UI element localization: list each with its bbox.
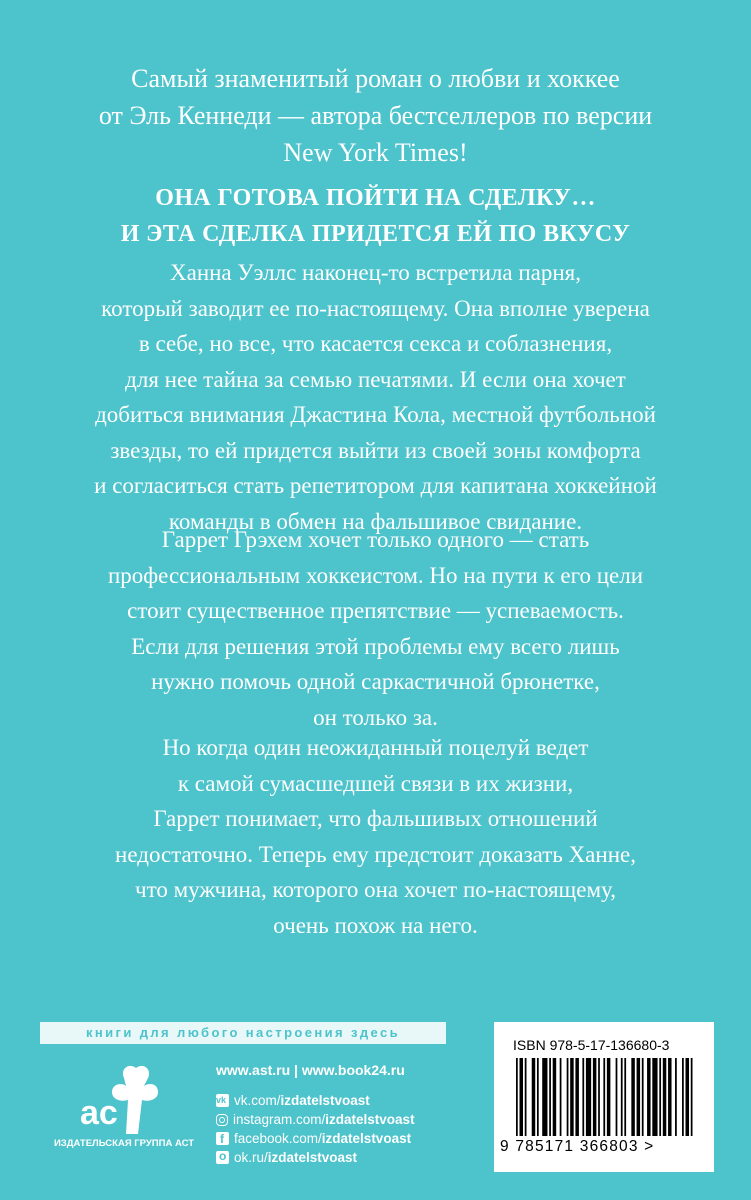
website-links[interactable]: www.ast.ru | www.book24.ru [216, 1062, 405, 1078]
headline [0, 180, 751, 252]
paragraph-line: Если для решения этой проблемы ему всего лишь [131, 633, 620, 659]
social-prefix: instagram.com/ [233, 1112, 326, 1127]
barcode-bar [659, 1058, 661, 1136]
paragraph-line: к самой сумасшедшей связи в их жизни, [177, 770, 574, 796]
barcode-bar [647, 1058, 650, 1136]
paragraph-line: Но когда один неожиданный поцелуй ведет [162, 735, 589, 760]
social-link-vk[interactable] [216, 1091, 415, 1110]
svg-text:ас: ас [80, 1094, 118, 1132]
barcode-bar [603, 1058, 605, 1136]
instagram-icon [216, 1114, 228, 1126]
barcode-bar [607, 1058, 610, 1136]
social-link-facebook[interactable] [216, 1129, 415, 1148]
barcode-bar [542, 1058, 547, 1136]
barcode-bar [537, 1058, 539, 1136]
barcode-bar [519, 1058, 522, 1136]
paragraph-line: в себе, но все, что касается секса и соблазнения, [138, 331, 613, 356]
paragraph-line: для нее тайна за семью печатями. И если она хочет [125, 366, 626, 392]
paragraph-line: недостаточно. Теперь ему предстоит доказать Ханне, [115, 841, 636, 867]
paragraph-line: команды в обмен на фальшивое свидание. [168, 508, 583, 534]
blurb-paragraph-2 [0, 522, 751, 735]
headline-line: И ЭТА СДЕЛКА ПРИДЕТСЯ ЕЙ ПО ВКУСУ [120, 221, 631, 247]
paragraph-line: Гаррет понимает, что фальшивых отношений [153, 806, 598, 831]
barcode-bar [686, 1058, 689, 1136]
paragraph-line: добиться внимания Джастина Кола, местной футбольной [95, 402, 656, 427]
barcode-bar [691, 1058, 693, 1136]
paragraph-line: профессиональным хоккеистом. Но на пути к его цели [107, 562, 644, 588]
blurb-paragraph-3 [0, 730, 751, 943]
paragraph-line: очень похож на него. [273, 912, 478, 938]
paragraph-line: звезды, то ей придется выйти из своей зоны комфорта [110, 437, 641, 463]
barcode-bar [668, 1058, 671, 1136]
barcode-bar [586, 1058, 591, 1136]
barcode-bar [637, 1058, 640, 1136]
isbn-barcode-box [494, 1022, 714, 1172]
barcode-bar [616, 1058, 618, 1136]
social-prefix: ok.ru/ [234, 1150, 268, 1165]
social-prefix: facebook.com/ [234, 1131, 322, 1146]
social-handle: izdatelstvoast [280, 1093, 370, 1108]
barcode-bar [642, 1058, 644, 1136]
barcode-bar [663, 1058, 666, 1136]
barcode-bar [624, 1058, 626, 1136]
headline-line: ОНА ГОТОВА ПОЙТИ НА СДЕЛКУ… [155, 185, 596, 211]
tagline-line: Самый знаменитый роман о любви и хоккее [131, 64, 620, 93]
publisher-name: ИЗДАТЕЛЬСКАЯ ГРУППА АСТ [53, 1138, 195, 1149]
barcode-bar [549, 1058, 551, 1136]
barcode-bar [532, 1058, 535, 1136]
social-handle: izdatelstvoast [321, 1131, 412, 1146]
social-link-instagram[interactable] [216, 1110, 415, 1129]
odnoklassniki-icon [216, 1151, 229, 1164]
ean-digits: 9 785171 366803 > [500, 1138, 655, 1155]
barcode-bar [652, 1058, 657, 1136]
social-handle: izdatelstvoast [267, 1150, 358, 1165]
barcode-bar [582, 1058, 584, 1136]
paragraph-line: что мужчина, которого она хочет по-настоящему, [135, 877, 616, 902]
barcode-bar [516, 1058, 518, 1136]
barcode-bar [575, 1058, 578, 1136]
paragraph-line: он только за. [313, 704, 438, 730]
social-links [216, 1091, 415, 1167]
barcode-bar [567, 1058, 569, 1136]
paragraph-line: стоит существенное препятствие — успеваемость. [127, 598, 624, 623]
vk-icon [216, 1094, 229, 1107]
social-prefix: vk.com/ [234, 1093, 281, 1108]
barcode-bar [631, 1058, 634, 1136]
ast-logo [66, 1060, 186, 1140]
barcode-bar [570, 1058, 573, 1136]
tagline-line: New York Times! [283, 138, 468, 167]
barcode-bar [553, 1058, 556, 1136]
barcode-bar [593, 1058, 596, 1136]
barcode-bar [598, 1058, 600, 1136]
isbn-number: ISBN 978-5-17-136680-3 [513, 1037, 670, 1053]
blurb-paragraph-1 [0, 255, 751, 539]
barcode-bar [675, 1058, 677, 1136]
paragraph-line: Гаррет Грэхем хочет только одного — стать [161, 527, 590, 552]
social-link-ok[interactable] [216, 1148, 415, 1167]
tagline-line: от Эль Кеннеди — автора бестселлеров по версии [98, 101, 653, 130]
barcode-bar [621, 1058, 623, 1136]
paragraph-line: Ханна Уэллс наконец-то встретила парня, [170, 260, 581, 285]
slogan-strip: книги для любого настроения здесь [40, 1022, 446, 1044]
paragraph-line: и согласиться стать репетитором для капитана хоккейной [94, 473, 657, 498]
tagline [0, 60, 751, 171]
facebook-icon [216, 1132, 229, 1145]
paragraph-line: нужно помочь одной саркастичной брюнетке, [151, 669, 600, 694]
paragraph-line: который заводит ее по-настоящему. Она вполне уверена [101, 295, 650, 321]
barcode-bar [682, 1058, 684, 1136]
barcode-bar [560, 1058, 562, 1136]
barcode-bar [525, 1058, 527, 1136]
social-handle: izdatelstvoast [325, 1112, 415, 1127]
